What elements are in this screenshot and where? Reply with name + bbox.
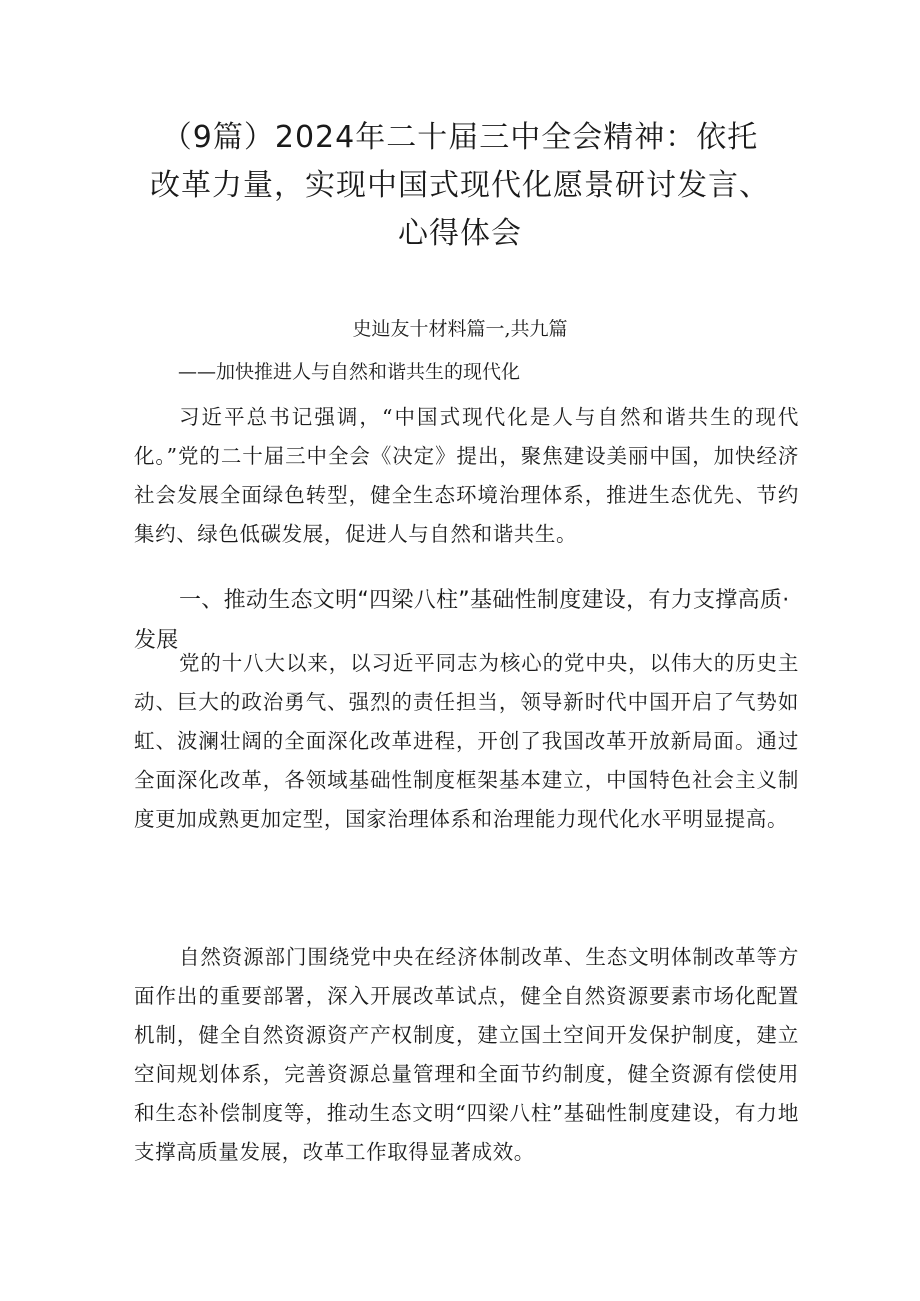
body-paragraph-1: 习近平总书记强调，“中国式现代化是人与自然和谐共生的现代化。”党的二十届三中全会《决定》提出，聚焦建设美丽中国，加快经济社会发展全面绿色转型，健全生态环境治理体系，推进生态优先、节约集约、绿色低碳发展，促进人与自然和谐共生。 (134, 405, 799, 546)
title-line-2: 改革力量，实现中国式现代化愿景研讨发言、 (150, 168, 770, 203)
body-paragraph-2: 党的十八大以来，以习近平同志为核心的党中央，以伟大的历史主动、巨大的政治勇气、强烈的责任担当，领导新时代中国开启了气势如虹、波澜壮阔的全面深化改革进程，开创了我国改革开放新局面。通过全面深化改革，各领域基础性制度框架基本建立，中国特色社会主义制度更加成熟更加定型，国家治理体系和治理能力现代化水平明显提高。 (134, 651, 799, 831)
title-line-1: （9篇）2024年二十届三中全会精神：依托 (161, 120, 759, 155)
document-title (110, 114, 810, 258)
article-subhead: 史辿友十材料篇一,共九篇 (352, 318, 568, 340)
section-heading-1: 一、推动生态文明“四梁八柱”基础性制度建设，有力支撑高质·发展 (134, 588, 790, 653)
title-line-3: 心得体会 (398, 216, 522, 251)
article-subtitle: ——加快推进人与自然和谐共生的现代化 (178, 361, 521, 383)
body-paragraph-3: 自然资源部门围绕党中央在经济体制改革、生态文明体制改革等方面作出的重要部署，深入开展改革试点，健全自然资源要素市场化配置机制，健全自然资源资产产权制度，建立国土空间开发保护制度，建立空间规划体系，完善资源总量管理和全面节约制度，健全资源有偿使用和生态补偿制度等，推动生态文明“四梁八柱”基础性制度建设，有力地支撑高质量发展，改革工作取得显著成效。 (134, 945, 799, 1164)
